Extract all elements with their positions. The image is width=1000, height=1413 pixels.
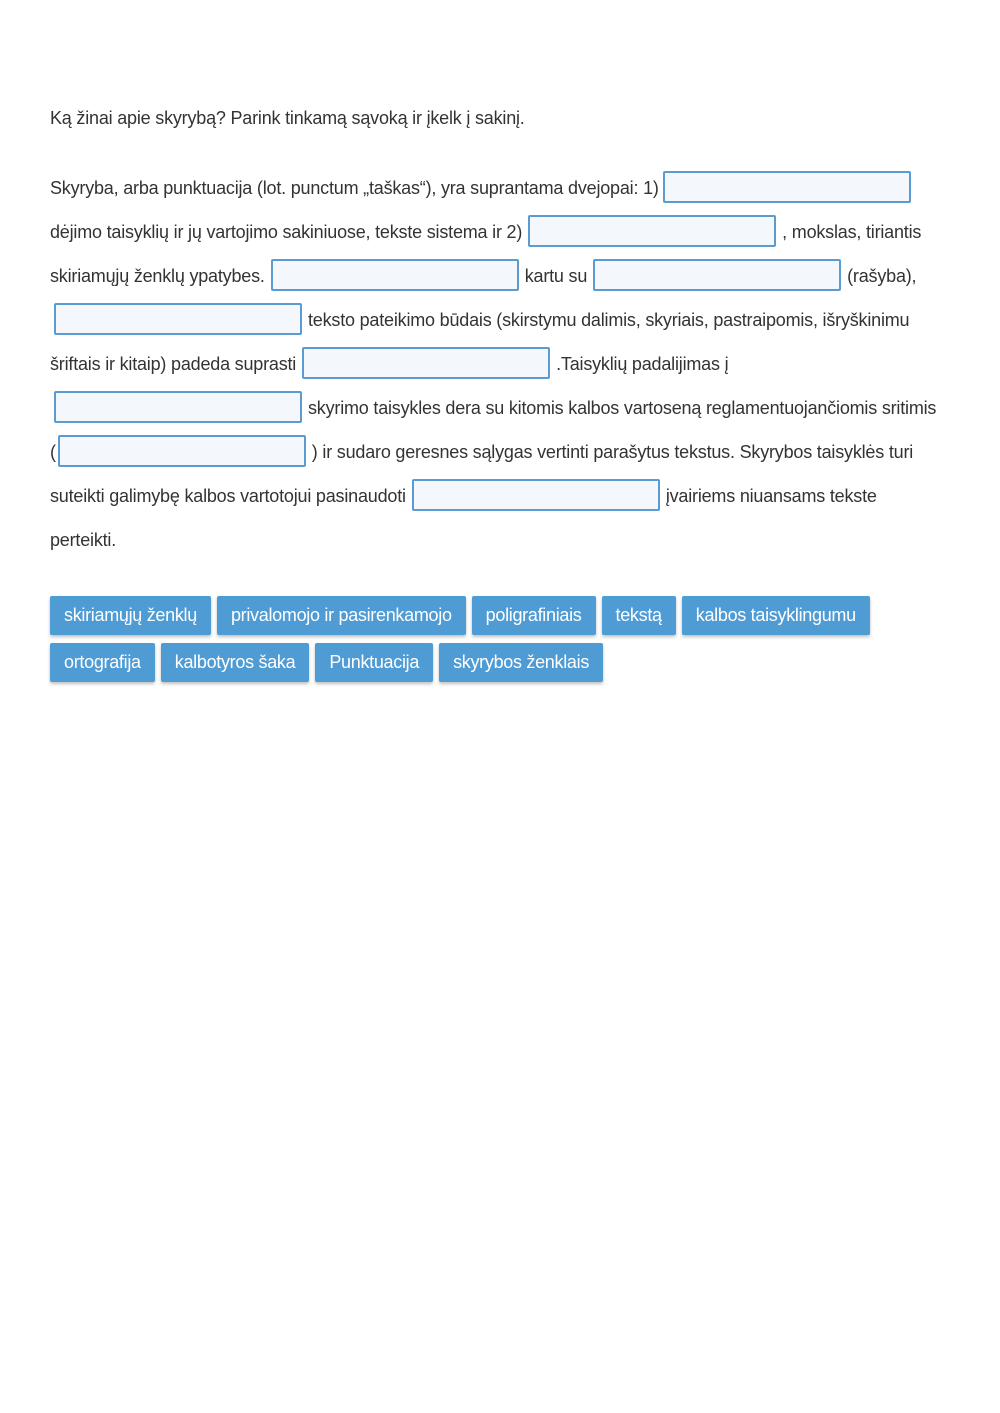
text-segment: teksto pateikimo būdais (skirstymu dalimis, skyriais, pastraipomis, išryškinimu šriftais ir kitaip) padeda suprasti xyxy=(50,310,910,374)
word-chip[interactable]: poligrafiniais xyxy=(472,596,596,635)
drop-blank-6[interactable] xyxy=(302,347,550,379)
text-segment: Skyryba, arba punktuacija (lot. punctum „taškas“), yra suprantama dvejopai: 1) xyxy=(50,178,659,198)
drop-blank-1[interactable] xyxy=(663,171,911,203)
word-chip[interactable]: tekstą xyxy=(602,596,676,635)
text-segment: dėjimo taisyklių ir jų vartojimo sakiniuose, tekste sistema ir 2) xyxy=(50,222,523,242)
text-segment: kartu su xyxy=(524,266,588,286)
word-chip[interactable]: kalbotyros šaka xyxy=(161,643,310,682)
text-segment: skyrimo taisykles dera su kitomis kalbos vartoseną reglamentuojančiomis sritimis ( xyxy=(50,398,937,462)
text-segment: ) ir sudaro geresnes sąlygas vertinti parašytus tekstus. Skyrybos taisyklės turi suteikti galimybę kalbos vartotojui pasinaudoti xyxy=(50,442,914,506)
drop-blank-3[interactable] xyxy=(271,259,519,291)
fill-in-paragraph xyxy=(50,166,940,562)
drop-blank-5[interactable] xyxy=(54,303,302,335)
text-segment: , mokslas, tiriantis skiriamųjų ženklų ypatybes. xyxy=(50,222,922,286)
word-chip[interactable]: Punktuacija xyxy=(315,643,433,682)
word-chip[interactable]: privalomojo ir pasirenkamojo xyxy=(217,596,466,635)
drop-blank-2[interactable] xyxy=(528,215,776,247)
word-chip[interactable]: skyrybos ženklais xyxy=(439,643,603,682)
word-chip[interactable]: kalbos taisyklingumu xyxy=(682,596,870,635)
text-segment: įvairiems niuansams tekste perteikti. xyxy=(50,486,877,550)
text-segment: (rašyba), xyxy=(847,266,917,286)
text-segment: .Taisyklių padalijimas į xyxy=(556,354,729,374)
drop-blank-8[interactable] xyxy=(58,435,306,467)
drop-blank-7[interactable] xyxy=(54,391,302,423)
word-chip[interactable]: skiriamųjų ženklų xyxy=(50,596,211,635)
word-bank xyxy=(50,596,870,682)
instruction-text: Ką žinai apie skyrybą? Parink tinkamą sąvoką ir įkelk į sakinį. xyxy=(50,108,525,128)
drop-blank-4[interactable] xyxy=(593,259,841,291)
drop-blank-9[interactable] xyxy=(412,479,660,511)
word-chip[interactable]: ortografija xyxy=(50,643,155,682)
exercise-page xyxy=(50,100,940,682)
